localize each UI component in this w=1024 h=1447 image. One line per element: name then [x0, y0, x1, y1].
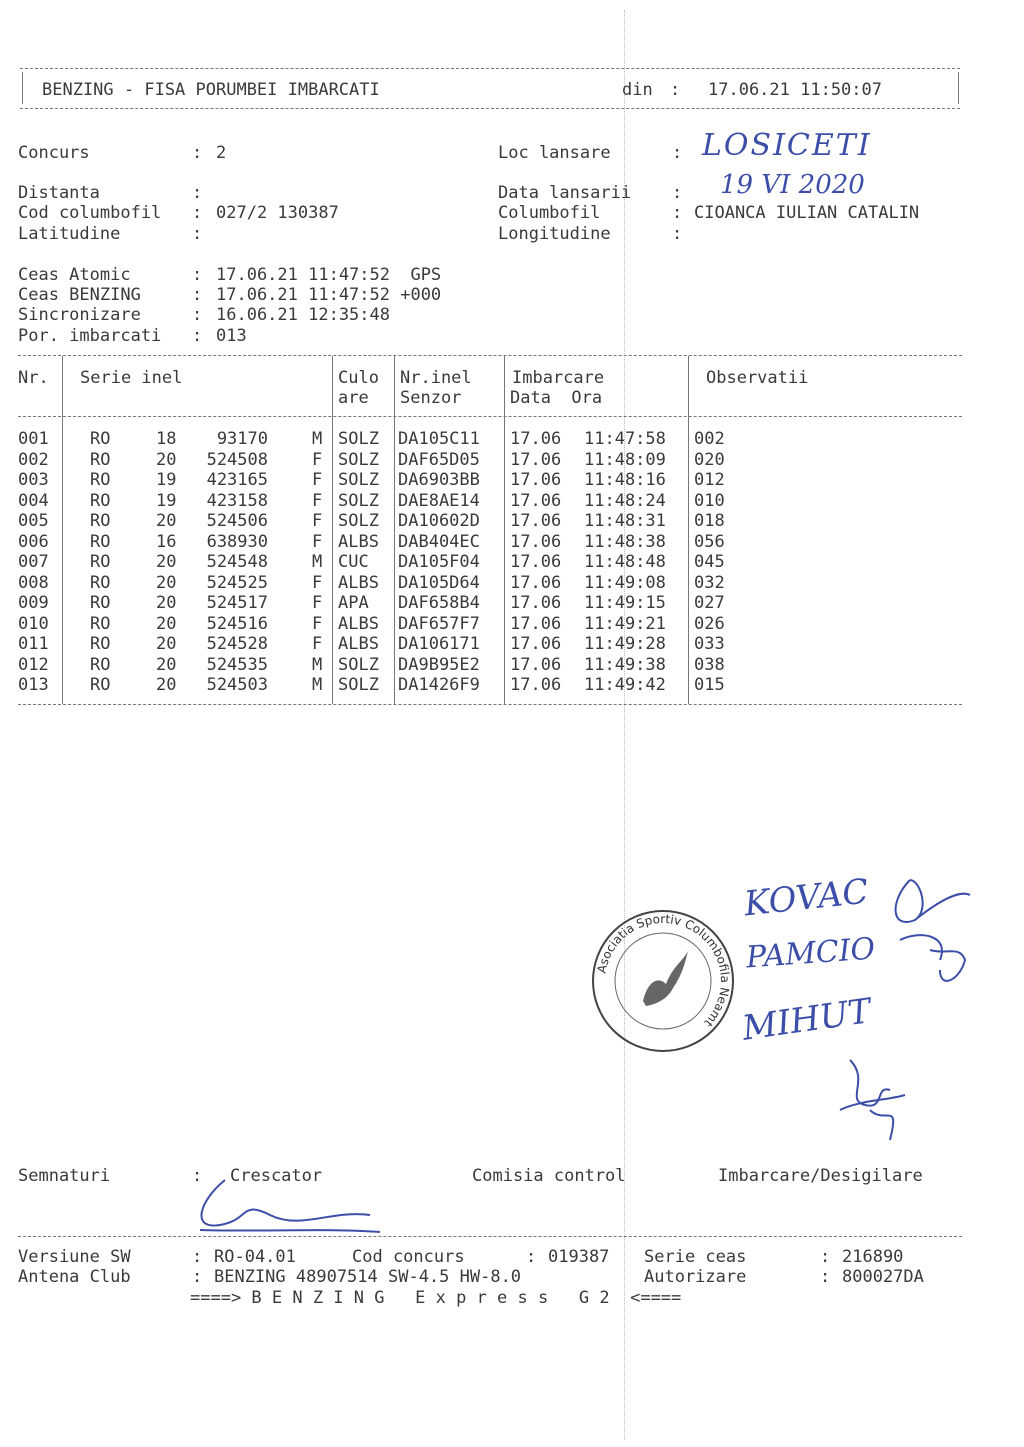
cell-culoare: SOLZ: [338, 429, 379, 449]
cell-tara: RO: [90, 470, 111, 490]
cell-data: 17.06: [510, 449, 562, 470]
col-sep-serie: [332, 356, 333, 704]
loc-lansare-label: Loc lansare: [498, 143, 611, 163]
cell-observatii: 033: [694, 634, 725, 654]
cell-data: 17.06: [510, 634, 562, 654]
col-sep-culoare: [394, 356, 395, 704]
cell-data: 17.06: [510, 593, 562, 613]
cell-ora: 11:49:28: [584, 634, 666, 654]
antena-club-value: BENZING 48907514 SW-4.5 HW-8.0: [214, 1267, 522, 1287]
latitudine-label: Latitudine: [18, 224, 121, 244]
cell-culoare: ALBS: [338, 613, 379, 634]
cell-senzor: DA9B95E2: [398, 654, 480, 675]
cell-data: 17.06: [510, 654, 562, 675]
cell-inel: 93170: [216, 429, 268, 449]
autorizare-label: Autorizare: [644, 1267, 747, 1287]
col-sep-senzor: [504, 356, 505, 704]
cell-culoare: SOLZ: [338, 675, 379, 695]
ceas-atomic-label: Ceas Atomic: [18, 265, 131, 285]
cell-tara: RO: [90, 552, 111, 572]
din-value: 17.06.21 11:50:07: [708, 80, 882, 100]
cell-sex: M: [312, 552, 323, 572]
cell-inel: 423158: [206, 490, 268, 511]
header-right-border: [958, 72, 959, 104]
signature-name-1: KOVAC: [742, 871, 871, 925]
cell-ora: 11:49:15: [584, 593, 666, 613]
cell-nr: 004: [18, 490, 49, 511]
cell-data: 17.06: [510, 675, 562, 695]
cell-senzor: DAF657F7: [398, 613, 480, 634]
cell-nr: 010: [18, 613, 49, 634]
cell-sex: F: [312, 634, 323, 654]
cell-inel: 524506: [206, 511, 268, 531]
cell-tara: RO: [90, 572, 111, 593]
cell-data: 17.06: [510, 429, 562, 449]
cell-sex: F: [312, 490, 323, 511]
cell-ora: 11:48:38: [584, 531, 666, 552]
table-bottom-rule: [18, 704, 962, 705]
cell-ora: 11:48:16: [584, 470, 666, 490]
cell-senzor: DA105C11: [398, 429, 480, 449]
data-lansarii-handwritten: 19 VI 2020: [720, 170, 865, 200]
cell-culoare: SOLZ: [338, 470, 379, 490]
col-header-nrinel-2: Senzor: [400, 388, 462, 408]
cell-tara: RO: [90, 429, 111, 449]
cell-observatii: 056: [694, 531, 725, 552]
ceas-benzing-value: 17.06.21 11:47:52 +000: [216, 285, 442, 305]
cell-culoare: ALBS: [338, 572, 379, 593]
cell-senzor: DAB404EC: [398, 531, 480, 552]
cell-inel: 638930: [206, 531, 268, 552]
cell-senzor: DA105F04: [398, 552, 480, 572]
cell-nr: 009: [18, 593, 49, 613]
serie-ceas-value: 216890: [842, 1247, 904, 1267]
cell-ora: 11:48:09: [584, 449, 666, 470]
comisia-control-label: Comisia control: [472, 1166, 626, 1186]
cell-nr: 007: [18, 552, 49, 572]
cell-an: 18: [156, 429, 177, 449]
cell-inel: 524517: [206, 593, 268, 613]
signature-scribble-1: [880, 860, 980, 1000]
cell-senzor: DA6903BB: [398, 470, 480, 490]
signature-name-3: MIHUT: [739, 991, 874, 1049]
cell-sex: F: [312, 593, 323, 613]
cell-observatii: 020: [694, 449, 725, 470]
cell-sex: M: [312, 429, 323, 449]
cod-columbofil-value: 027/2 130387: [216, 203, 339, 223]
cell-nr: 005: [18, 511, 49, 531]
cell-observatii: 027: [694, 593, 725, 613]
cell-observatii: 038: [694, 654, 725, 675]
ceas-benzing-label: Ceas BENZING: [18, 285, 141, 305]
cod-columbofil-label: Cod columbofil: [18, 203, 162, 223]
cell-ora: 11:49:42: [584, 675, 666, 695]
col-header-observatii: Observatii: [706, 368, 809, 388]
cell-inel: 524508: [206, 449, 268, 470]
cell-an: 20: [156, 511, 177, 531]
crescator-label: Crescator: [230, 1166, 323, 1186]
cell-sex: F: [312, 613, 323, 634]
cell-ora: 11:48:24: [584, 490, 666, 511]
serie-ceas-label: Serie ceas: [644, 1247, 747, 1267]
col-header-nrinel-1: Nr.inel: [400, 368, 472, 388]
cell-senzor: DA1426F9: [398, 675, 480, 695]
cell-nr: 013: [18, 675, 49, 695]
table-header-rule: [18, 416, 962, 417]
cell-tara: RO: [90, 634, 111, 654]
versiune-sw-value: RO-04.01: [214, 1247, 296, 1267]
cell-sex: F: [312, 511, 323, 531]
versiune-sw-label: Versiune SW: [18, 1247, 131, 1267]
cell-ora: 11:49:38: [584, 654, 666, 675]
cod-concurs-value: 019387: [548, 1247, 610, 1267]
cell-senzor: DA106171: [398, 634, 480, 654]
cell-an: 20: [156, 449, 177, 470]
cell-ora: 11:49:21: [584, 613, 666, 634]
cell-senzor: DAF65D05: [398, 449, 480, 470]
cell-sex: F: [312, 470, 323, 490]
cell-tara: RO: [90, 654, 111, 675]
col-sep-nr: [62, 356, 63, 704]
cell-culoare: CUC: [338, 552, 369, 572]
club-stamp: [588, 906, 738, 1056]
cell-data: 17.06: [510, 470, 562, 490]
cell-data: 17.06: [510, 572, 562, 593]
cell-inel: 524528: [206, 634, 268, 654]
semnaturi-label: Semnaturi: [18, 1166, 111, 1186]
cell-sex: F: [312, 531, 323, 552]
cell-observatii: 026: [694, 613, 725, 634]
cell-nr: 003: [18, 470, 49, 490]
cell-sex: F: [312, 449, 323, 470]
cell-nr: 008: [18, 572, 49, 593]
cell-tara: RO: [90, 675, 111, 695]
data-lansarii-label: Data lansarii: [498, 183, 632, 203]
cell-tara: RO: [90, 593, 111, 613]
cell-senzor: DAE8AE14: [398, 490, 480, 511]
cell-observatii: 010: [694, 490, 725, 511]
cell-nr: 001: [18, 429, 49, 449]
col-header-serie: Serie inel: [80, 368, 183, 388]
cell-tara: RO: [90, 449, 111, 470]
columbofil-value: CIOANCA IULIAN CATALIN: [694, 203, 920, 223]
cell-tara: RO: [90, 531, 111, 552]
cell-nr: 012: [18, 654, 49, 675]
col-sep-imbarcare: [688, 356, 689, 704]
cell-inel: 423165: [206, 470, 268, 490]
cod-concurs-label: Cod concurs: [352, 1247, 465, 1267]
cell-observatii: 045: [694, 552, 725, 572]
stamp-text: Asociatia Sportiv Columbofila Neamt: [594, 911, 733, 1030]
cell-an: 20: [156, 675, 177, 695]
cell-culoare: SOLZ: [338, 511, 379, 531]
header-bottom-rule: [20, 108, 960, 109]
cell-ora: 11:47:58: [584, 429, 666, 449]
cell-senzor: DA105D64: [398, 572, 480, 593]
cell-inel: 524503: [206, 675, 268, 695]
por-imbarcati-value: 013: [216, 326, 247, 346]
document-title: BENZING - FISA PORUMBEI IMBARCATI: [42, 80, 380, 100]
col-header-imbarcare-1: Imbarcare: [512, 368, 605, 388]
cell-ora: 11:48:31: [584, 511, 666, 531]
cell-tara: RO: [90, 511, 111, 531]
columbofil-label: Columbofil: [498, 203, 601, 223]
cell-senzor: DAF658B4: [398, 593, 480, 613]
crescator-signature: [180, 1170, 400, 1250]
cell-data: 17.06: [510, 511, 562, 531]
cell-data: 17.06: [510, 552, 562, 572]
cell-tara: RO: [90, 613, 111, 634]
cell-inel: 524516: [206, 613, 268, 634]
cell-an: 19: [156, 490, 177, 511]
distanta-label: Distanta: [18, 183, 100, 203]
cell-sex: F: [312, 572, 323, 593]
din-label: din: [622, 80, 653, 100]
cell-sex: M: [312, 675, 323, 695]
autorizare-value: 800027DA: [842, 1267, 924, 1287]
col-header-culoare-1: Culo: [338, 368, 379, 388]
cell-culoare: ALBS: [338, 634, 379, 654]
signature-name-2: PAMCIO: [744, 931, 877, 976]
sincronizare-value: 16.06.21 12:35:48: [216, 305, 390, 325]
cell-nr: 011: [18, 634, 49, 654]
cell-nr: 006: [18, 531, 49, 552]
cell-an: 20: [156, 634, 177, 654]
cell-observatii: 032: [694, 572, 725, 593]
cell-culoare: SOLZ: [338, 654, 379, 675]
cell-observatii: 002: [694, 429, 725, 449]
col-header-nr: Nr.: [18, 368, 49, 388]
imbarcare-desigilare-label: Imbarcare/Desigilare: [718, 1166, 923, 1186]
table-top-rule: [18, 355, 962, 356]
cell-data: 17.06: [510, 490, 562, 511]
cell-an: 20: [156, 613, 177, 634]
benzing-banner: ====> B E N Z I N G E x p r e s s G 2 <====: [190, 1288, 682, 1308]
cell-culoare: ALBS: [338, 531, 379, 552]
cell-inel: 524525: [206, 572, 268, 593]
antena-club-label: Antena Club: [18, 1267, 131, 1287]
cell-an: 16: [156, 531, 177, 552]
cell-observatii: 018: [694, 511, 725, 531]
cell-an: 20: [156, 572, 177, 593]
longitudine-label: Longitudine: [498, 224, 611, 244]
sincronizare-label: Sincronizare: [18, 305, 141, 325]
cell-culoare: SOLZ: [338, 449, 379, 470]
concurs-label: Concurs: [18, 143, 90, 163]
footer-top-rule: [18, 1236, 962, 1237]
cell-inel: 524548: [206, 552, 268, 572]
cell-observatii: 012: [694, 470, 725, 490]
cell-ora: 11:49:08: [584, 572, 666, 593]
concurs-value: 2: [216, 143, 227, 163]
cell-inel: 524535: [206, 654, 268, 675]
cell-senzor: DA10602D: [398, 511, 480, 531]
ceas-atomic-value: 17.06.21 11:47:52 GPS: [216, 265, 442, 285]
cell-an: 20: [156, 552, 177, 572]
cell-culoare: APA: [338, 593, 369, 613]
header-left-border: [22, 72, 23, 104]
cell-nr: 002: [18, 449, 49, 470]
cell-culoare: SOLZ: [338, 490, 379, 511]
header-top-rule: [20, 68, 960, 69]
col-header-imbarcare-2: Data Ora: [510, 388, 603, 408]
cell-ora: 11:48:48: [584, 552, 666, 572]
cell-an: 20: [156, 654, 177, 675]
paper-fold-line: [624, 10, 625, 1440]
col-header-culoare-2: are: [338, 388, 369, 408]
cell-sex: M: [312, 654, 323, 675]
cell-an: 20: [156, 593, 177, 613]
por-imbarcati-label: Por. imbarcati: [18, 326, 162, 346]
cell-an: 19: [156, 470, 177, 490]
signature-scribble-2: [830, 1040, 920, 1150]
cell-data: 17.06: [510, 531, 562, 552]
cell-data: 17.06: [510, 613, 562, 634]
loc-lansare-handwritten: LOSICETI: [702, 128, 872, 163]
cell-observatii: 015: [694, 675, 725, 695]
cell-tara: RO: [90, 490, 111, 511]
